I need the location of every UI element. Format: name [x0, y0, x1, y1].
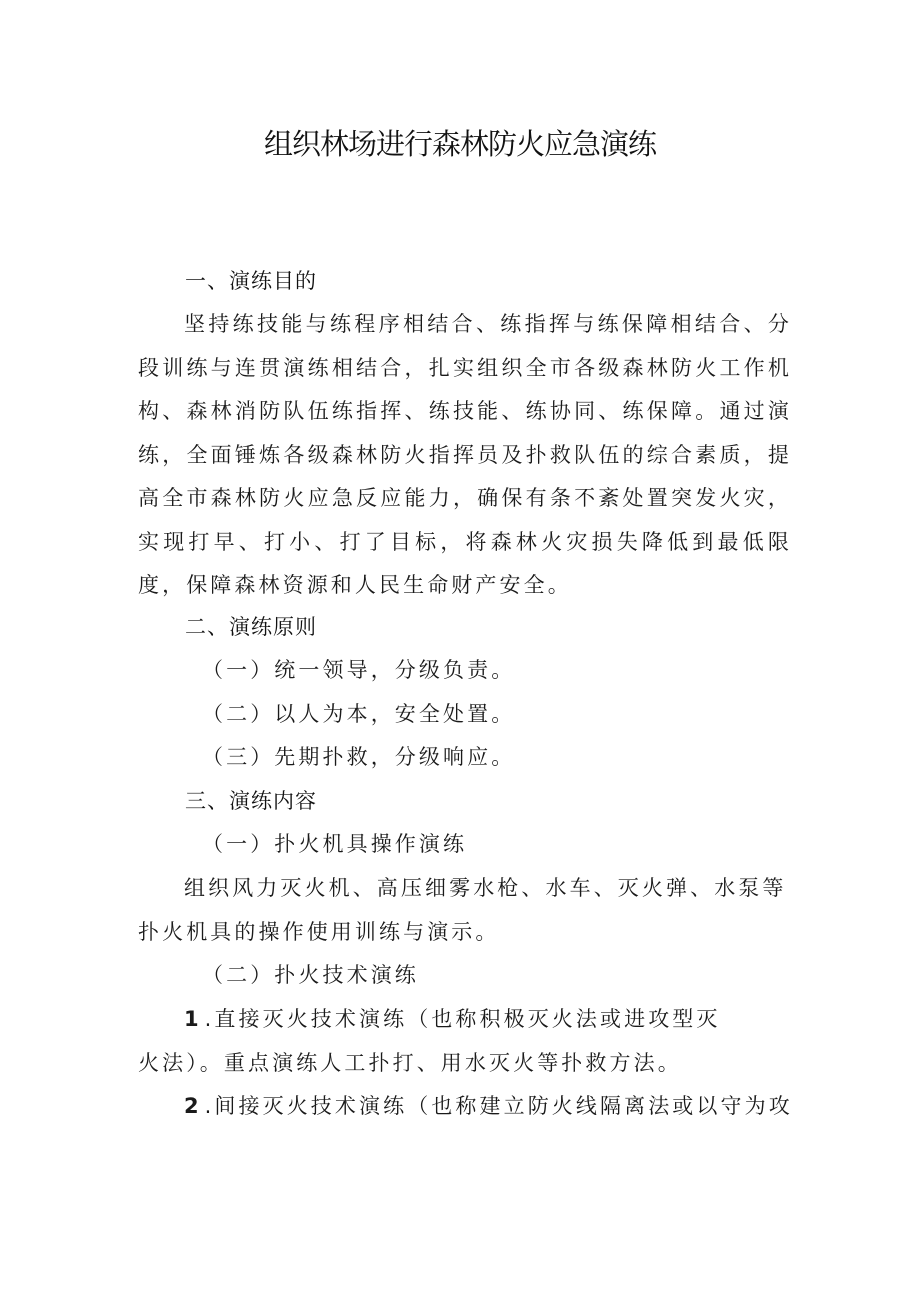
technique-item-1 — [138, 997, 738, 1085]
subsection-title-technique: （二）扑火技术演练 — [202, 963, 419, 987]
subsection-title-equipment: （一）扑火机具操作演练 — [202, 832, 468, 856]
technique-item-1-number: 1 — [184, 1007, 205, 1031]
section-heading-principles: 二、演练原则 — [185, 615, 317, 639]
principle-item-2: （二）以人为本，安全处置。 — [202, 702, 516, 726]
section-heading-content: 三、演练内容 — [185, 789, 317, 813]
section-heading-purpose: 一、演练目的 — [185, 269, 317, 293]
technique-item-2 — [138, 1084, 798, 1128]
technique-item-2-text: .间接灭火技术演练（也称建立防火线隔离法或以守为攻 — [204, 1094, 793, 1118]
technique-item-1-text: .直接灭火技术演练（也称积极灭火法或进攻型灭火法）。重点演练人工扑打、用水灭火等扑救方法。 — [138, 1007, 721, 1075]
purpose-paragraph: 坚持练技能与练程序相结合、练指挥与练保障相结合、分段训练与连贯演练相结合，扎实组织全市各级森林防火工作机构、森林消防队伍练指挥、练技能、练协同、练保障。通过演练，全面锤炼各级森林防火指挥员及扑救队伍的综合素质，提高全市森林防火应急反应能力，确保有条不紊处置突发火灾，实现打早、打小、打了目标，将森林火灾损失降低到最低限度，保障森林资源和人民生命财产安全。 — [138, 312, 792, 597]
equipment-paragraph: 组织风力灭火机、高压细雾水枪、水车、灭火弹、水泵等扑火机具的操作使用训练与演示。 — [138, 876, 787, 944]
principle-item-3: （三）先期扑救，分级响应。 — [202, 745, 516, 769]
technique-item-2-number: 2 — [184, 1094, 205, 1118]
document-title: 组织林场进行森林防火应急演练 — [263, 127, 656, 161]
principle-item-1: （一）统一领导，分级负责。 — [202, 658, 516, 682]
